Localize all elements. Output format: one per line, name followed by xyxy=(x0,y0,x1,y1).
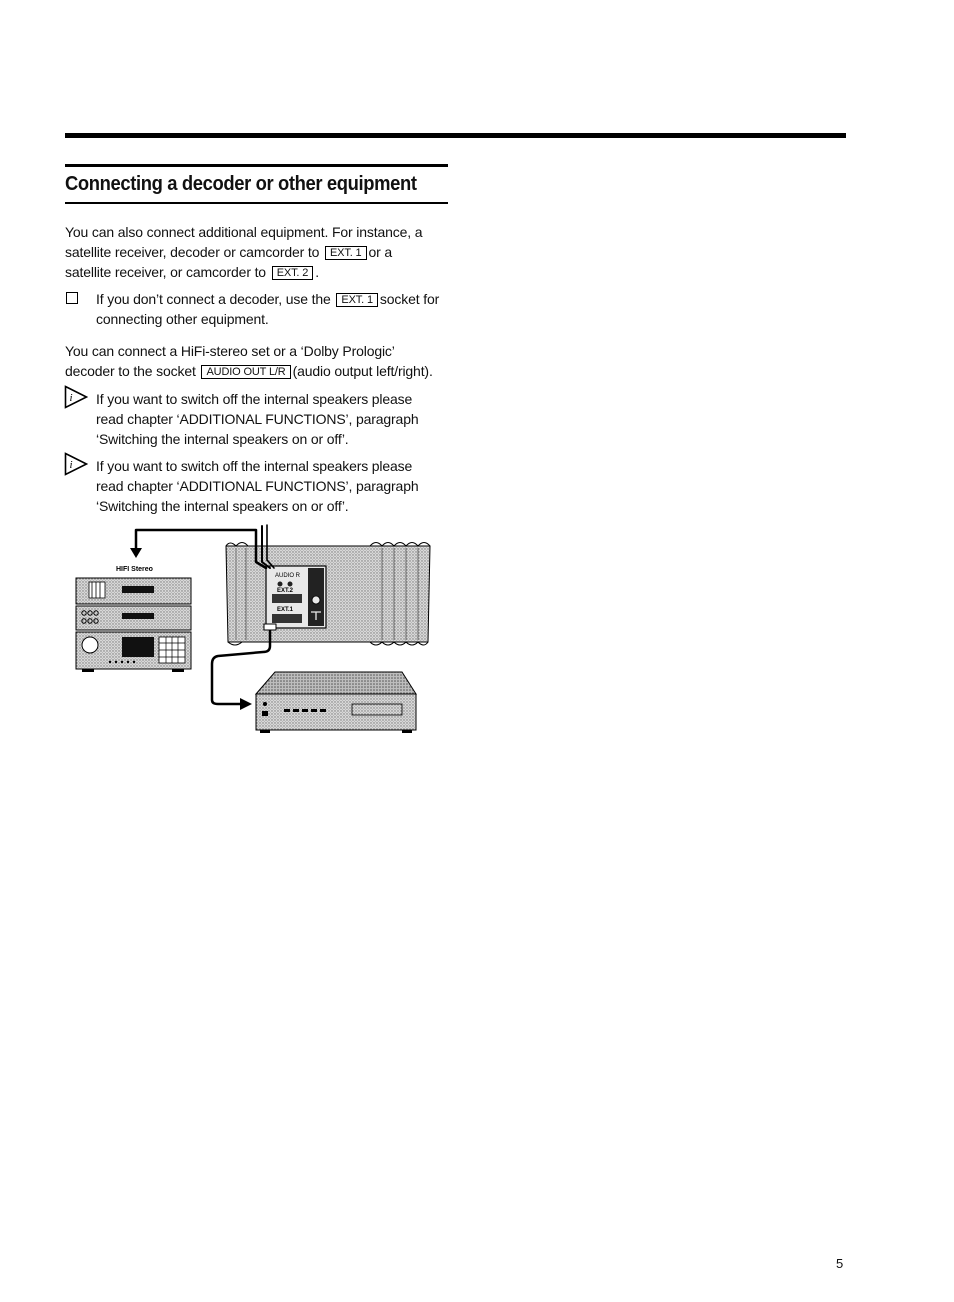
top-rule xyxy=(65,133,846,138)
connection-illustration xyxy=(70,524,440,736)
intro-line-1: You can also connect additional equipment. For instance, a xyxy=(65,224,423,240)
checkbox-icon xyxy=(66,292,78,304)
decoder-box xyxy=(256,672,416,733)
ext2-label: EXT.2 xyxy=(277,588,294,594)
info-note-1-line-3: ‘Switching the internal speakers on or off’. xyxy=(96,431,349,447)
arrow-right-icon xyxy=(240,698,252,710)
ext1-label: EXT.1 xyxy=(277,607,294,613)
ext2-tag: EXT. 2 xyxy=(272,266,314,280)
arrow-down-icon xyxy=(130,548,142,558)
info-note-2-line-3: ‘Switching the internal speakers on or off’. xyxy=(96,498,349,514)
audio-out-tag: AUDIO OUT L/R xyxy=(201,365,290,379)
hifi-stereo-label: HIFI Stereo xyxy=(116,566,153,573)
info-icon xyxy=(64,452,88,476)
section-title: Connecting a decoder or other equipment xyxy=(65,173,417,195)
intro-line-2: satellite receiver, decoder or camcorder to EXT. 1 or a xyxy=(65,244,393,260)
audio-r-label: AUDIO R xyxy=(275,573,301,579)
info-note-1-line-1: If you want to switch off the internal speakers please xyxy=(96,391,413,407)
title-rule-top xyxy=(65,164,448,167)
ext1-tag: EXT. 1 xyxy=(336,293,378,307)
intro-line-3: satellite receiver, or camcorder to EXT. 2 . xyxy=(65,264,319,280)
info-note-1-line-2: read chapter ‘ADDITIONAL FUNCTIONS’, paragraph xyxy=(96,411,419,427)
hifi-stereo-stack xyxy=(76,566,191,672)
hifi-line-2: decoder to the socket AUDIO OUT L/R (audio output left/right). xyxy=(65,363,433,379)
page-number: 5 xyxy=(836,1256,844,1271)
check-note-line-1: If you don’t connect a decoder, use the EXT. 1 socket for xyxy=(96,291,440,307)
info-note-2-line-1: If you want to switch off the internal speakers please xyxy=(96,458,413,474)
info-note-2-line-2: read chapter ‘ADDITIONAL FUNCTIONS’, paragraph xyxy=(96,478,419,494)
svg-text:i: i xyxy=(69,459,73,471)
check-note-line-2: connecting other equipment. xyxy=(96,311,269,327)
hifi-line-1: You can connect a HiFi-stereo set or a ‘Dolby Prologic’ xyxy=(65,343,395,359)
svg-text:i: i xyxy=(69,392,73,404)
info-icon xyxy=(64,385,88,409)
title-rule-bottom xyxy=(65,202,448,204)
ext1-tag: EXT. 1 xyxy=(325,246,367,260)
